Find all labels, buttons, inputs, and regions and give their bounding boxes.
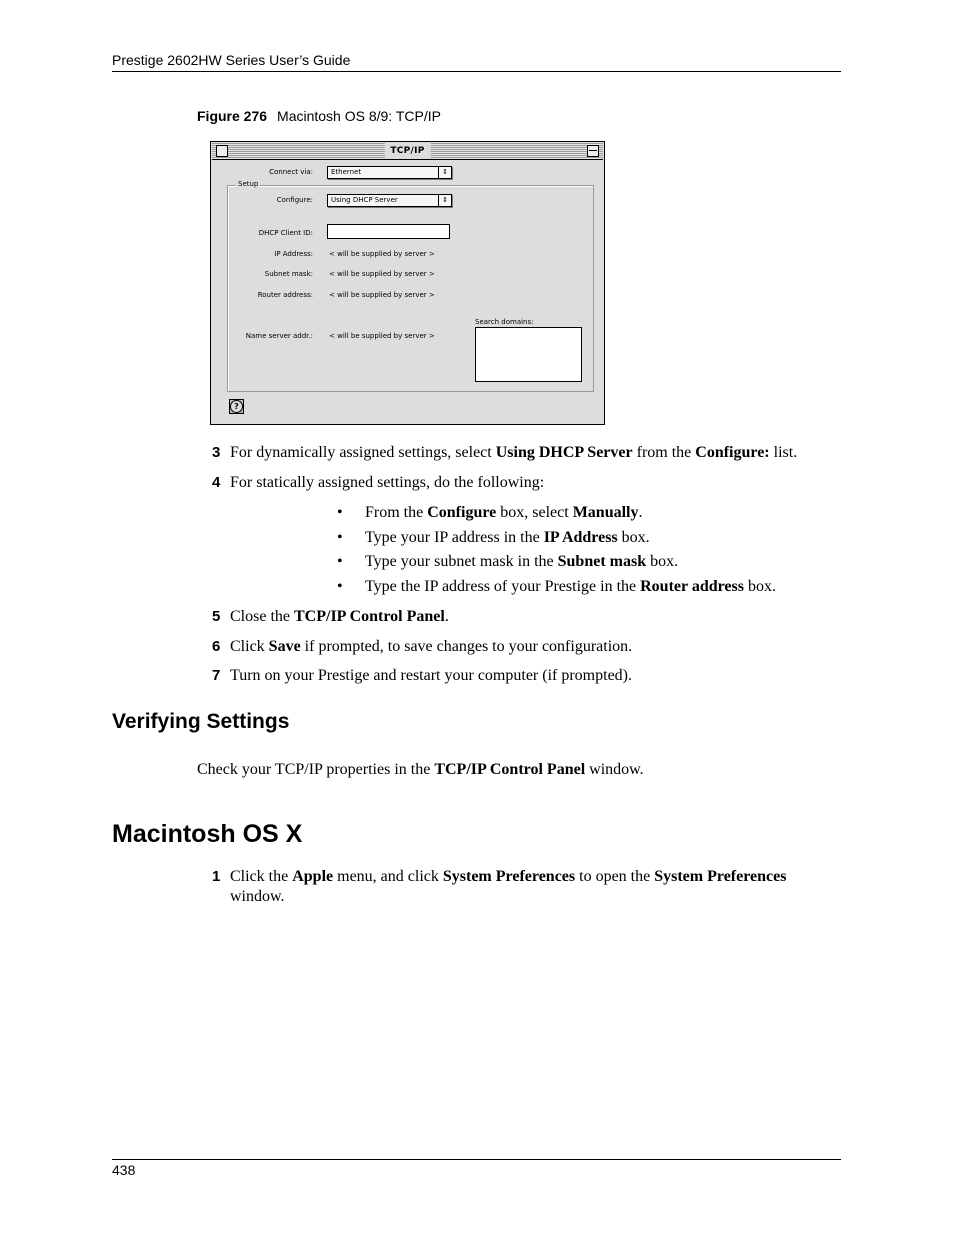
- bold-run: System Preferences: [442, 868, 576, 885]
- figure-caption-text: Macintosh OS 8/9: TCP/IP: [277, 108, 441, 124]
- search-domains-label: Search domains:: [475, 318, 534, 326]
- bold-run: Using DHCP Server: [495, 444, 633, 461]
- step-text: For statically assigned settings, do the following:: [230, 474, 545, 491]
- dhcp-client-id-input[interactable]: [327, 224, 450, 239]
- text-run: Close the: [230, 608, 294, 625]
- figure-label: Figure 276: [197, 108, 268, 124]
- configure-label: Configure:: [276, 196, 313, 204]
- bullet-text: [365, 552, 678, 572]
- collapse-box-icon[interactable]: [587, 145, 599, 157]
- bold-run: Configure:: [695, 444, 770, 461]
- text-run: box, select: [496, 504, 573, 521]
- popup-arrows-icon: ⇕: [438, 195, 451, 206]
- help-button[interactable]: [229, 399, 244, 414]
- step-number: 1: [212, 868, 221, 885]
- question-mark-icon: ?: [230, 400, 243, 413]
- bullet-text: [365, 528, 650, 548]
- bullet-dot: •: [337, 553, 343, 570]
- bold-run: System Preferences: [654, 868, 787, 885]
- window-content: [212, 160, 603, 423]
- search-domains-field[interactable]: [475, 327, 582, 382]
- step-number: 5: [212, 608, 221, 625]
- text-run: .: [638, 504, 643, 521]
- bold-run: Subnet mask: [557, 553, 647, 570]
- bullet-text: [365, 503, 642, 523]
- page-number: 438: [112, 1162, 136, 1178]
- bullet-dot: •: [337, 578, 343, 595]
- text-run: if prompted, to save changes to your configuration.: [300, 638, 633, 655]
- text-run: list.: [769, 444, 798, 461]
- subnet-mask-label: Subnet mask:: [264, 270, 313, 278]
- setup-group-label: Setup: [238, 180, 259, 188]
- text-run: Click the: [230, 868, 293, 885]
- bold-run: Router address: [640, 578, 744, 595]
- bold-run: Apple: [292, 868, 334, 885]
- dhcp-client-id-label: DHCP Client ID:: [258, 229, 313, 237]
- step-text: [230, 607, 449, 627]
- text-run: For dynamically assigned settings, select: [230, 444, 496, 461]
- header-rule: [112, 71, 841, 72]
- connect-via-value: Ethernet: [331, 168, 362, 176]
- section-heading-osx: Macintosh OS X: [112, 820, 303, 848]
- window-title: TCP/IP: [384, 143, 430, 159]
- step-text-continued: window.: [230, 888, 285, 905]
- step-text: [230, 637, 632, 657]
- bullet-text: [365, 577, 776, 597]
- text-run: box.: [743, 578, 776, 595]
- text-run: .: [444, 608, 449, 625]
- window-title-bar[interactable]: [212, 143, 603, 160]
- step-number: 7: [212, 667, 221, 684]
- section-heading-verifying: Verifying Settings: [112, 710, 290, 733]
- text-run: box.: [617, 529, 650, 546]
- popup-arrows-icon: ⇕: [438, 167, 451, 178]
- text-run: Click: [230, 638, 269, 655]
- step-text: [230, 443, 797, 463]
- text-run: Type the IP address of your Prestige in the: [365, 578, 641, 595]
- configure-popup[interactable]: [327, 194, 452, 207]
- text-run: Check your TCP/IP properties in the: [197, 761, 435, 778]
- name-server-value: < will be supplied by server >: [329, 332, 435, 340]
- bold-run: TCP/IP Control Panel: [294, 608, 445, 625]
- bold-run: Configure: [427, 504, 497, 521]
- close-box-icon[interactable]: [216, 145, 228, 157]
- text-run: Type your IP address in the: [365, 529, 544, 546]
- connect-via-popup[interactable]: [327, 166, 452, 179]
- running-header: Prestige 2602HW Series User’s Guide: [112, 52, 351, 68]
- figure-caption: [197, 108, 441, 124]
- text-run: to open the: [575, 868, 655, 885]
- text-run: from the: [632, 444, 696, 461]
- tcpip-window: [210, 141, 605, 425]
- text-run: menu, and click: [333, 868, 443, 885]
- step-number: 6: [212, 638, 221, 655]
- text-run: window.: [585, 761, 644, 778]
- bold-run: TCP/IP Control Panel: [434, 761, 586, 778]
- text-run: Type your subnet mask in the: [365, 553, 558, 570]
- router-address-label: Router address:: [257, 291, 313, 299]
- configure-value: Using DHCP Server: [331, 196, 398, 204]
- footer-rule: [112, 1159, 841, 1160]
- bold-run: IP Address: [543, 529, 618, 546]
- ip-address-label: IP Address:: [274, 250, 313, 258]
- bold-run: Manually: [572, 504, 639, 521]
- step-number: 4: [212, 474, 221, 491]
- text-run: box.: [646, 553, 679, 570]
- bullet-dot: •: [337, 529, 343, 546]
- step-text: [230, 867, 786, 887]
- verifying-paragraph: [197, 760, 644, 780]
- step-number: 3: [212, 444, 221, 461]
- text-run: From the: [365, 504, 428, 521]
- bullet-dot: •: [337, 504, 343, 521]
- connect-via-label: Connect via:: [269, 168, 313, 176]
- bold-run: Save: [268, 638, 301, 655]
- subnet-mask-value: < will be supplied by server >: [329, 270, 435, 278]
- step-text: Turn on your Prestige and restart your computer (if prompted).: [230, 667, 632, 684]
- router-address-value: < will be supplied by server >: [329, 291, 435, 299]
- ip-address-value: < will be supplied by server >: [329, 250, 435, 258]
- name-server-label: Name server addr.:: [245, 332, 313, 340]
